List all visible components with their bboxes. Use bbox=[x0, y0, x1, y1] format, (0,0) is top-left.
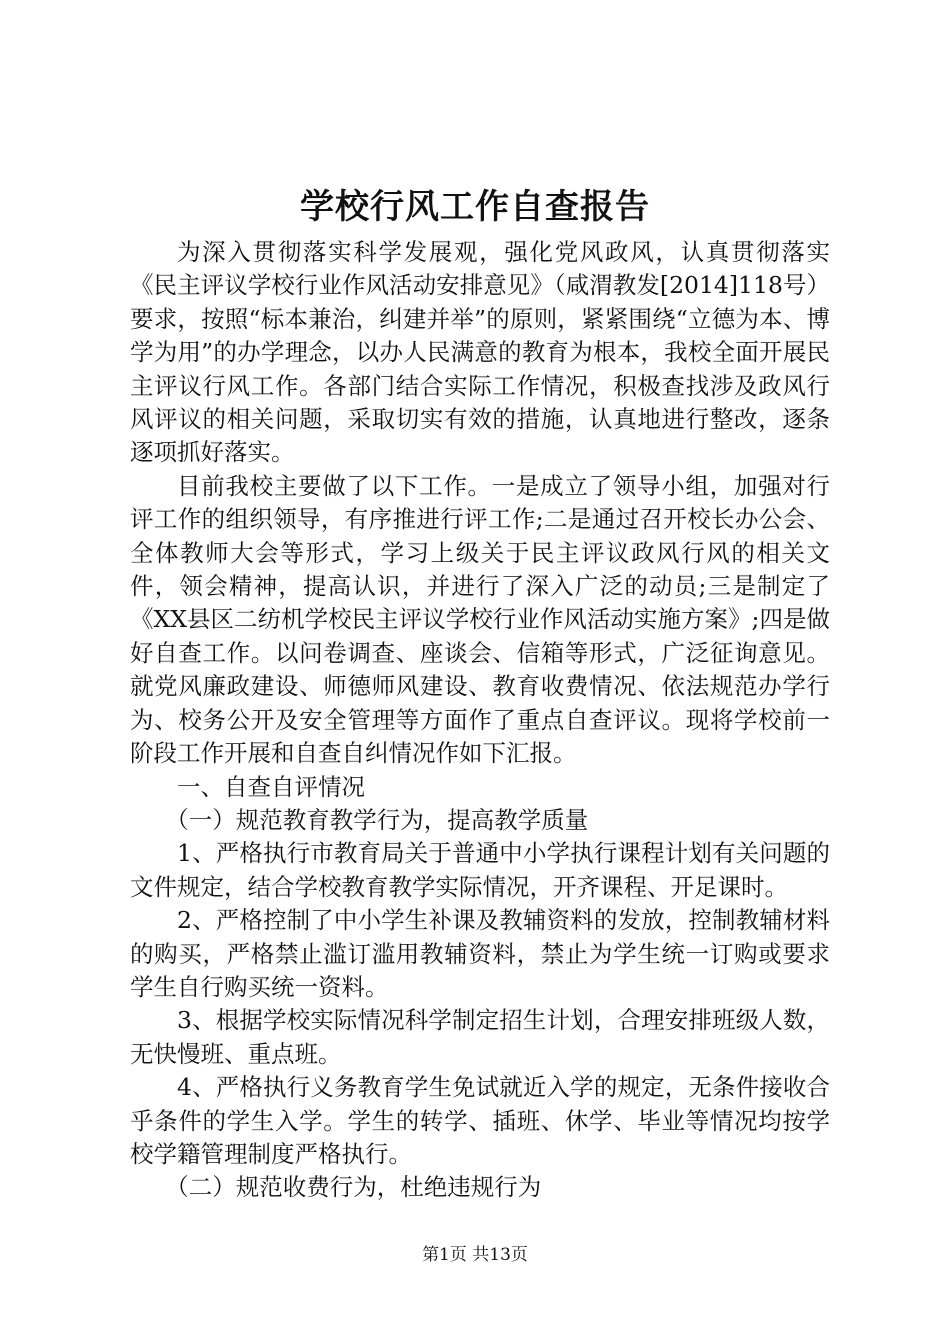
list-item: 4、严格执行义务教育学生免试就近入学的规定，无条件接收合乎条件的学生入学。学生的转学、插班、休学、毕业等情况均按学校学籍管理制度严格执行。 bbox=[130, 1073, 830, 1168]
list-item: 1、严格执行市教育局关于普通中小学执行课程计划有关问题的文件规定，结合学校教育教学实际情况，开齐课程、开足课时。 bbox=[130, 839, 830, 901]
page-footer: 第1页 共13页 bbox=[422, 1245, 528, 1265]
paragraph-work-summary: 目前我校主要做了以下工作。一是成立了领导小组，加强对行评工作的组织领导，有序推进行评工作;二是通过召开校长办公会、全体教师大会等形式，学习上级关于民主评议政风行风的相关文件，领会精神，提高认识，并进行了深入广泛的动员;三是制定了《XX县区二纺机学校民主评议学校行业作风活动实施方案》;四是做好自查工作。以问卷调查、座谈会、信箱等形式，广泛征询意见。就党风廉政建设、师德师风建设、教育收费情况、依法规范办学行为、校务公开及安全管理等方面作了重点自查评议。现将学校前一阶段工作开展和自查自纠情况作如下汇报。 bbox=[130, 471, 830, 768]
subsection-heading-teaching: （一）规范教育教学行为，提高教学质量 bbox=[165, 805, 589, 834]
list-item: 2、严格控制了中小学生补课及教辅资料的发放，控制教辅材料的购买，严格禁止滥订滥用教辅资料，禁止为学生统一订购或要求学生自行购买统一资料。 bbox=[130, 906, 830, 1001]
list-item: 3、根据学校实际情况科学制定招生计划，合理安排班级人数，无快慢班、重点班。 bbox=[130, 1006, 830, 1068]
document-title: 学校行风工作自查报告 bbox=[300, 187, 650, 227]
section-heading-self-check: 一、自查自评情况 bbox=[177, 772, 365, 801]
paragraph-intro: 为深入贯彻落实科学发展观，强化党风政风，认真贯彻落实《民主评议学校行业作风活动安排意见》（咸渭教发[2014]118号）要求，按照“标本兼治，纠建并举”的原则，紧紧围绕“立德为本、博学为用”的办学理念，以办人民满意的教育为根本，我校全面开展民主评议行风工作。各部门结合实际工作情况，积极查找涉及政风行风评议的相关问题，采取切实有效的措施，认真地进行整改，逐条逐项抓好落实。 bbox=[130, 238, 830, 467]
document-body bbox=[130, 236, 830, 1205]
subsection-heading-fees: （二）规范收费行为，杜绝违规行为 bbox=[165, 1173, 542, 1202]
